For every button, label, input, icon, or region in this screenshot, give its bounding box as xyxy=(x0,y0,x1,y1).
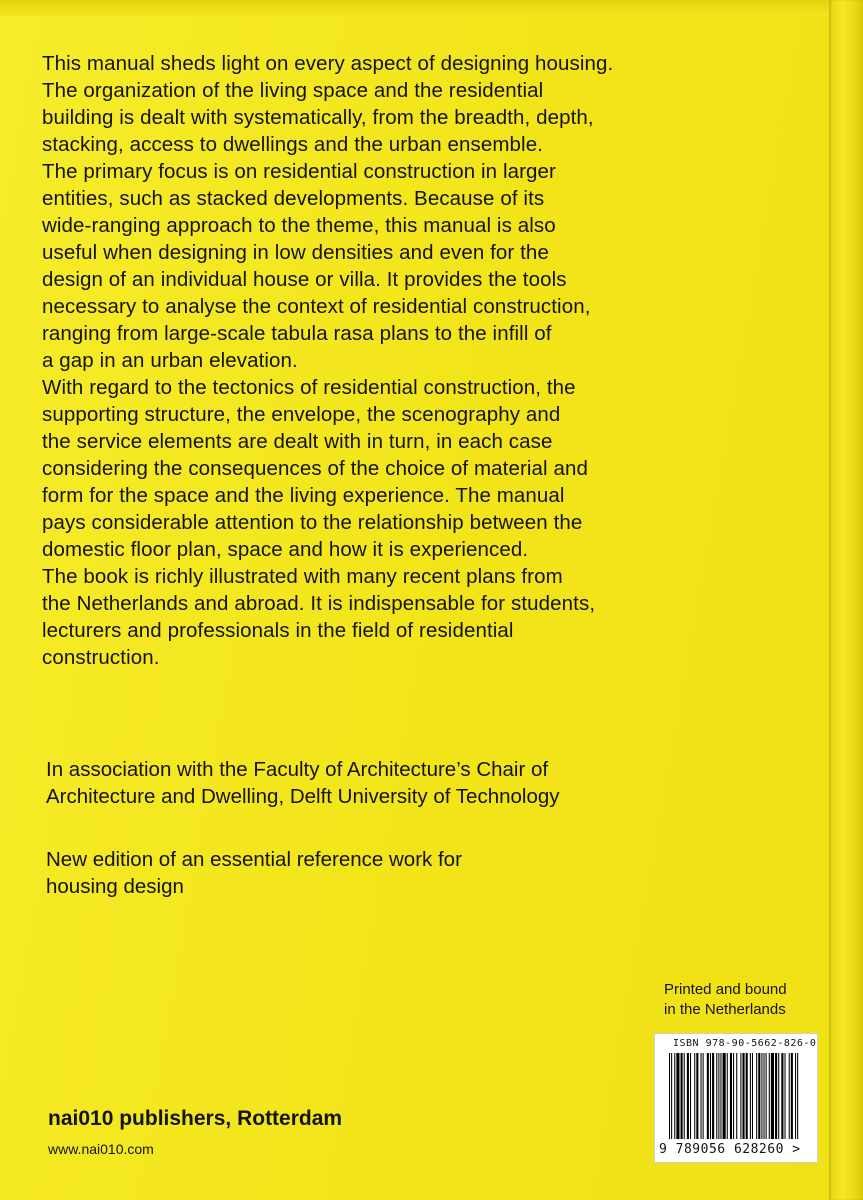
barcode-bar xyxy=(766,1053,767,1139)
barcode-bar xyxy=(750,1053,751,1139)
barcode-bar xyxy=(791,1053,793,1139)
barcode-bars xyxy=(669,1053,801,1139)
barcode-bar xyxy=(775,1053,777,1139)
barcode-bar xyxy=(769,1053,770,1139)
barcode-bar xyxy=(669,1053,670,1139)
edition-note: New edition of an essential reference work for housing design xyxy=(46,848,462,898)
barcode-bar xyxy=(758,1053,760,1139)
barcode-bar xyxy=(727,1053,728,1139)
cover-top-edge xyxy=(0,0,863,16)
barcode-bar xyxy=(797,1053,798,1139)
barcode-bar xyxy=(707,1053,709,1139)
barcode-bar xyxy=(716,1053,717,1139)
barcode-bar xyxy=(761,1053,762,1139)
barcode-bar xyxy=(674,1053,675,1139)
barcode-bar xyxy=(718,1053,719,1139)
barcode-bar xyxy=(771,1053,774,1139)
description-text xyxy=(42,50,742,671)
barcode-bar xyxy=(687,1053,689,1139)
isbn-label: ISBN 978-90-5662-826-0 xyxy=(673,1038,817,1049)
barcode-bar xyxy=(764,1053,765,1139)
barcode-bar xyxy=(676,1053,679,1139)
barcode-bar xyxy=(723,1053,726,1139)
barcode-bar xyxy=(736,1053,737,1139)
barcode-bar xyxy=(696,1053,698,1139)
barcode-bar xyxy=(710,1053,711,1139)
barcode-bar xyxy=(752,1053,753,1139)
barcode-bar xyxy=(671,1053,672,1139)
barcode-bar xyxy=(730,1053,732,1139)
barcode-bar xyxy=(778,1053,779,1139)
barcode-bar xyxy=(743,1053,745,1139)
barcode-digits: 9 789056 628260 > xyxy=(659,1142,801,1157)
barcode-bar xyxy=(789,1053,790,1139)
barcode-bar xyxy=(795,1053,796,1139)
isbn-barcode xyxy=(654,1033,818,1163)
barcode-bar xyxy=(756,1053,757,1139)
barcode-bar xyxy=(785,1053,786,1139)
barcode-bar xyxy=(746,1053,748,1139)
printed-note: Printed and bound in the Netherlands xyxy=(664,981,787,1018)
description-paragraph: The book is richly illustrated with many recent plans from the Netherlands and abroad. It is indispensable for students, lecturers and professionals in the field of residential construction. xyxy=(42,565,596,669)
barcode-bar xyxy=(684,1053,685,1139)
barcode-bar xyxy=(690,1053,691,1139)
description-paragraph: With regard to the tectonics of residential construction, the supporting structure, the envelope, the scenography and the service elements are dealt with in turn, in each case considering the consequences of the choice of material and form for the space and the living experience. The manual pays considerable attention to the relationship between the domestic floor plan, space and how it is experienced. xyxy=(42,376,588,561)
association-note: In association with the Faculty of Architecture’s Chair of Architecture and Dwelling, Delft University of Technology xyxy=(46,758,560,808)
publisher-name: nai010 publishers, Rotterdam xyxy=(48,1107,343,1130)
barcode-bar xyxy=(720,1053,721,1139)
description-paragraph: This manual sheds light on every aspect of designing housing. The organization of the living space and the residential building is dealt with systematically, from the breadth, depth, stacking, access to dwellings and the urban ensemble. The primary focus is on residential construction in larger entities, such as stacked developments. Because of its wide-ranging approach to the theme, this manual is also useful when designing in low densities and even for the design of an individual house or villa. It provides the tools necessary to analyse the context of residential construction, ranging from large-scale tabula rasa plans to the infill of a gap in an urban elevation. xyxy=(42,52,614,372)
barcode-bar xyxy=(733,1053,734,1139)
cover-spine-edge xyxy=(829,0,863,1200)
publisher-website: www.nai010.com xyxy=(48,1141,154,1157)
barcode-bar xyxy=(703,1053,704,1139)
barcode-bar xyxy=(740,1053,741,1139)
barcode-bar xyxy=(712,1053,714,1139)
barcode-bar xyxy=(681,1053,683,1139)
barcode-bar xyxy=(701,1053,702,1139)
barcode-bar xyxy=(781,1053,783,1139)
barcode-bar xyxy=(694,1053,695,1139)
